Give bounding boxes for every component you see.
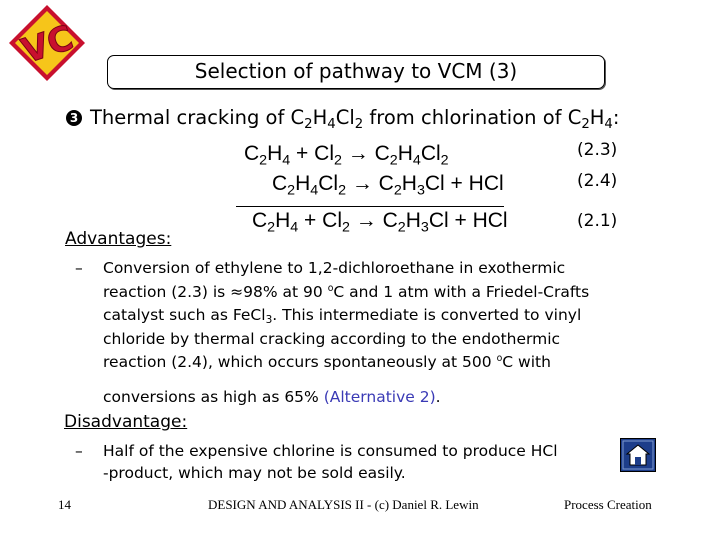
disadvantage-heading: Disadvantage:: [64, 412, 188, 432]
logo-text: VC: [17, 17, 79, 72]
home-button[interactable]: [620, 438, 656, 472]
equation-2-3: $C_2H_4 + Cl_2 \to C_2H_4Cl_2$: [244, 142, 449, 169]
disadvantage-paragraph: – Half of the expensive chlorine is consumed to produce HCl -product, which may not be sold easily.: [75, 442, 558, 482]
equation-2-1: $C_2H_4 + Cl_2 \to C_2H_3Cl$ + HCl: [252, 209, 508, 236]
equation-2-4: $C_2H_4Cl_2 \to C_2H_3Cl$ + HCl: [272, 172, 504, 199]
vc-logo-icon: [6, 2, 88, 84]
dash-bullet: –: [75, 259, 83, 277]
bullet-heading: 3 Thermal cracking of $C_2H_4Cl_2$ from chlorination of $C_2H_4$:: [66, 106, 619, 129]
equation-label-2-1: (2.1): [577, 211, 618, 231]
title-box: [107, 55, 605, 89]
numbered-bullet-icon: 3: [66, 110, 82, 126]
sum-divider-line: [236, 206, 504, 207]
dash-bullet: –: [75, 442, 83, 460]
home-icon: [621, 439, 655, 471]
page-title: Selection of pathway to VCM (3): [194, 59, 518, 83]
advantages-paragraph: – Conversion of ethylene to 1,2-dichloroethane in exothermic reaction (2.3) is ≈98% at 90 $^o$C and 1 atm with a Friedel-Crafts catalyst such as FeCl$_3$. This intermediate is converted to vinyl chloride by thermal cracking according to the endothermic reaction (2.4), which occurs spontaneously at 500 $^o$C with conversions as high as 65% (Alternative 2).: [75, 259, 590, 406]
alternative-2-link[interactable]: (Alternative 2): [323, 387, 436, 406]
page-number: 14: [58, 497, 71, 512]
equation-label-2-3: (2.3): [577, 140, 618, 160]
footer-right-text: Process Creation: [564, 497, 652, 512]
footer-center-text: DESIGN AND ANALYSIS II - (c) Daniel R. Lewin: [208, 497, 479, 512]
equation-label-2-4: (2.4): [577, 171, 618, 191]
advantages-heading: Advantages:: [65, 229, 172, 249]
